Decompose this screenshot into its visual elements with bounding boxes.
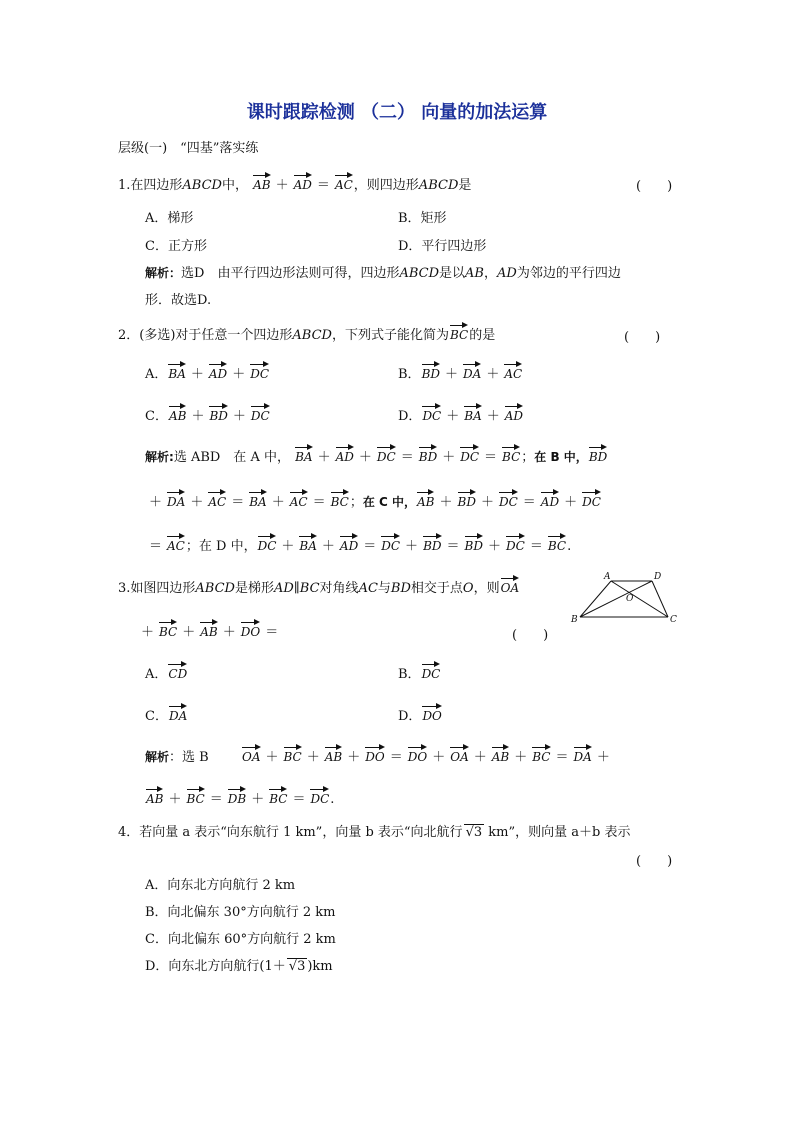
explanation-3-line2: AB ＋ BC ＝ DB ＋ BC ＝ DC. [145, 786, 334, 807]
label-b: B [571, 615, 578, 625]
diagonal-bd [580, 581, 652, 617]
option-d[interactable]: D．DO [398, 703, 443, 724]
option-c[interactable]: C．向北偏东 60°方向航行 2 km [145, 932, 336, 947]
option-b[interactable]: B．矩形 [398, 211, 447, 226]
explanation-2: 解析:选 ABD 在 A 中， BA ＋ AD ＋ DC ＝ BD ＋ DC ＝ BC；在 B 中，BD [145, 444, 608, 465]
explanation-2-line2: ＋ DA ＋ AC ＝ BA ＋ AC ＝ BC；在 C 中，AB ＋ BD ＋ DC ＝ AD ＋ DC [145, 489, 602, 510]
question-3-stem: 3.如图四边形ABCD是梯形AD∥BC对角线AC与BD相交于点O，则OA [118, 575, 520, 596]
option-b[interactable]: B．BD ＋ DA ＋ AC [398, 361, 523, 382]
option-c[interactable]: C．AB ＋ BD ＋ DC [145, 403, 271, 424]
option-c[interactable]: C．正方形 [145, 239, 207, 254]
option-b[interactable]: B．向北偏东 30°方向航行 2 km [145, 905, 336, 920]
question-4-stem: 4．若向量 a 表示“向东航行 1 km”，向量 b 表示“向北航行 √3 km”，则向量 a＋b 表示 [118, 825, 631, 840]
answer-paren[interactable]: ( ) [512, 628, 549, 643]
question-1-stem: 1.在四边形ABCD中， AB ＋ AD ＝ AC，则四边形ABCD是 [118, 172, 471, 193]
option-d[interactable]: D．向东北方向航行(1＋ √3 )km [145, 959, 333, 974]
segment-ab [580, 581, 611, 617]
answer-paren[interactable]: ( ) [636, 179, 673, 194]
option-d[interactable]: D．平行四边形 [398, 239, 487, 254]
page-title: 课时跟踪检测 （二） 向量的加法运算 [246, 102, 548, 123]
trapezoid-figure [570, 570, 680, 626]
answer-paren[interactable]: ( ) [624, 330, 661, 345]
option-a[interactable]: A．BA ＋ AD ＋ DC [145, 361, 270, 382]
option-a[interactable]: A．向东北方向航行 2 km [145, 878, 296, 893]
explanation-1-line2: 形．故选D. [145, 293, 212, 308]
explanation-2-line3: ＝ AC；在 D 中，DC ＋ BA ＋ AD ＝ DC ＋ BD ＝ BD ＋ DC ＝ BC. [145, 533, 571, 554]
section-heading: 层级(一) “四基”落实练 [118, 141, 259, 156]
option-a[interactable]: A．CD [145, 661, 188, 682]
label-a: A [604, 572, 611, 582]
label-d: D [654, 572, 662, 582]
label-o: O [626, 594, 634, 604]
explanation-3: 解析：选 B OA ＋ BC ＋ AB ＋ DO ＝ DO ＋ OA ＋ AB ＋ BC ＝ DA ＋ [145, 744, 614, 765]
diagonal-ac [611, 581, 668, 617]
explanation-1: 解析：选D 由平行四边形法则可得，四边形ABCD是以AB，AD为邻边的平行四边 [145, 266, 621, 281]
option-c[interactable]: C．DA [145, 703, 188, 724]
question-2-stem: 2．(多选)对于任意一个四边形ABCD，下列式子能化简为BC的是 [118, 322, 495, 343]
option-d[interactable]: D．DC ＋ BA ＋ AD [398, 403, 524, 424]
option-b[interactable]: B．DC [398, 661, 441, 682]
answer-paren[interactable]: ( ) [636, 854, 673, 869]
question-3-stem-line2: ＋ BC ＋ AB ＋ DO ＝ [137, 619, 282, 640]
label-c: C [670, 615, 677, 625]
option-a[interactable]: A．梯形 [145, 211, 194, 226]
